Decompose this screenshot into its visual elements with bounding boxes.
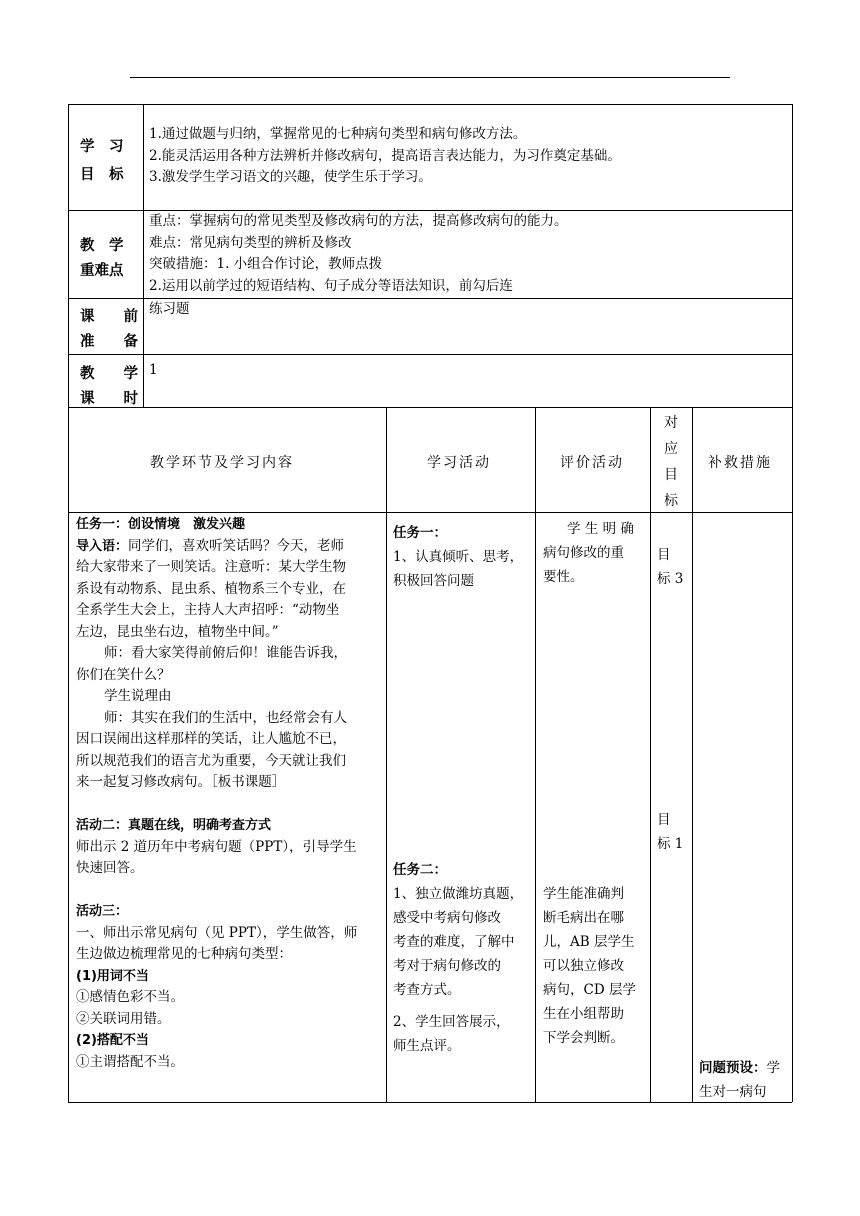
remedy-cell: 问题预设：学 生对一病句: [699, 1060, 780, 1100]
col-header-remedy: 补救措施: [708, 455, 772, 471]
objectives-list: [149, 124, 621, 189]
keypoints-label-top: 教 学: [80, 237, 124, 254]
keypoint-item: 2.运用以前学过的短语结构、句子成分等语法知识，前勾后连: [149, 277, 513, 294]
col-divider: [143, 104, 144, 407]
table-border-left: [68, 104, 69, 1102]
section-2-title: (2)搭配不当: [76, 1033, 149, 1048]
activity-task2: 任务二： 1、独立做潍坊真题， 感受中考病句修改 考查的难度，了解中 考对于病句修改的 考查方式。 2、学生回答展示， 师生点评。: [393, 862, 524, 1054]
remedy-label: 问题预设：: [699, 1060, 767, 1076]
activity-task1: 任务一： 1、认真倾听、思考， 积极回答问题: [393, 525, 524, 589]
keypoints-label-bottom: 重难点: [80, 262, 124, 279]
preparation-value: 练习题: [149, 301, 190, 317]
col-header-activity: 学习活动: [427, 455, 491, 471]
periods-label-top: 教 学: [80, 365, 138, 382]
periods-label-bottom: 课 时: [80, 390, 138, 407]
keypoint-item: 难点：常见病句类型的辨析及修改: [149, 234, 352, 251]
header-rule: [130, 77, 730, 78]
col-divider: [535, 407, 536, 1102]
row-divider: [68, 354, 792, 355]
col-header-content: 教学环节及学习内容: [150, 455, 294, 471]
section-1-title: (1)用词不当: [76, 968, 149, 984]
objective-item: 2.能灵活运用各种方法辨析并修改病句，提高语言表达能力，为习作奠定基础。: [149, 147, 621, 164]
col-header-evaluation: 评价活动: [560, 455, 624, 471]
evaluation-1: 学 生 明 确 病句修改的重 要性。: [543, 521, 634, 585]
col-divider: [386, 407, 387, 1102]
target-1: 目 标 3: [657, 547, 684, 587]
act3-title: 活动三：: [76, 904, 129, 919]
content-cell: 任务一：创设情境 激发兴趣 导入语：同学们，喜欢听笑话吗？今天，老师 给大家带来了一则笑话。注意听：某大学生物 系设有动物系、昆虫系、植物系三个专业，在 全系学生大会上，主持人大声招呼：“动物坐 左边，昆虫坐右边，植物坐中间。” 师：看大家笑得前俯后仰！谁能告诉我， 你们在笑什么？ 学生说理由 师：其实在我们的生活中，也经常会有人 因口误闹出这样那样的笑话，让人尴尬不已， 所以规范我们的语言尤为重要，今天就让我们 来一起复习修改病句。［板书课题］ 活动二：真题在线，明确考查方式 师出示 2 道历年中考病句题（PPT），引导学生 快速回答。 活动三： 一、师出示常见病句（见 PPT），学生做答，师 生边做边梳理常见的七种病句类型： (1)用词不当 ①感情色彩不当。 ②关联词用错。 (2)搭配不当 ①主谓搭配不当。: [76, 514, 357, 1073]
preparation-label-bottom: 准 备: [80, 333, 138, 350]
task1-title: 任务一：创设情境 激发兴趣: [76, 517, 246, 532]
evaluation-2: 学生能准确判 断毛病出在哪 儿，AB 层学生 可以独立修改 病句，CD 层学 生在小组帮助 下学会判断。: [543, 886, 636, 1046]
row-divider: [68, 407, 792, 408]
keypoint-item: 突破措施：1. 小组合作讨论，教师点拨: [149, 256, 383, 272]
act2-title: 活动二：真题在线，明确考查方式: [76, 818, 272, 833]
intro-label: 导入语：: [76, 538, 129, 554]
preparation-label-top: 课 前: [80, 308, 138, 325]
periods-value: 1: [149, 362, 158, 378]
table-border-top: [68, 104, 792, 105]
keypoints-list: [149, 211, 568, 297]
table-border-right: [792, 104, 793, 1102]
col-header-target: 对 应 目 标: [664, 415, 678, 509]
target-2: 目 标 1: [657, 812, 684, 852]
table-border-bottom: [68, 1102, 792, 1103]
objectives-label-bottom: 目 标: [80, 166, 124, 183]
keypoint-item: 重点：掌握病句的常见类型及修改病句的方法，提高修改病句的能力。: [149, 213, 568, 229]
objective-item: 3.激发学生学习语文的兴趣，使学生乐于学习。: [149, 169, 432, 185]
objectives-label-top: 学 习: [80, 138, 124, 155]
col-divider: [692, 407, 693, 1102]
objective-item: 1.通过做题与归纳，掌握常见的七种病句类型和病句修改方法。: [149, 126, 527, 142]
